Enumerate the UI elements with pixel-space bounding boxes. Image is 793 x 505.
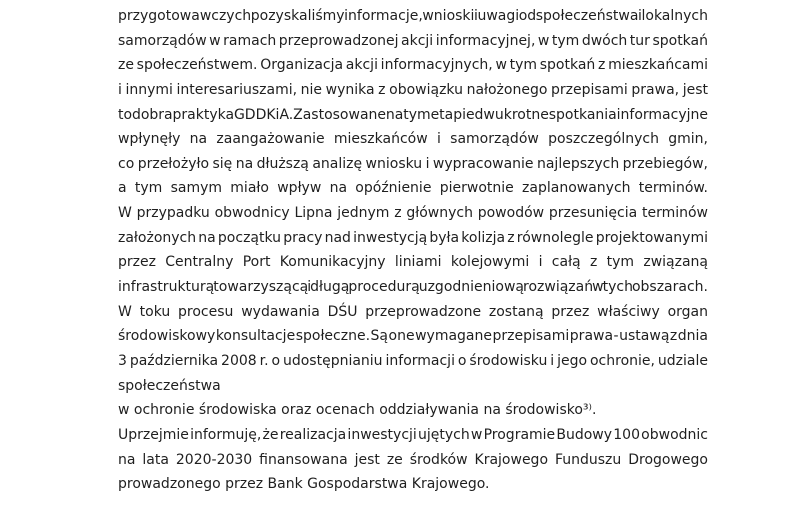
footnote-reference-line [118,398,708,423]
text-line [118,201,708,226]
text-line-content: W przypadku obwodnicy Lipna jednym z głównych powodów przesunięcia terminów [118,205,708,222]
text-line [118,152,708,177]
text-line-content: W toku procesu wydawania DŚU przeprowadzone zostaną przez właściwy organ [118,303,708,320]
text-line-content: Uprzejmie informuję, że realizacja inwestycji ujętych w Programie Budowy 100 obwodnic [118,426,708,443]
text-line [118,53,708,78]
text-line-content: społeczeństwa [118,377,221,394]
text-line-content: przygotowawczych pozyskaliśmy informacje, wnioski i uwagi od społeczeństwa i lokalnych [118,8,708,24]
paragraph-last-line [118,374,708,399]
text-line [118,349,708,374]
text-line [118,127,708,152]
text-line-content: na lata 2020-2030 finansowana jest ze środków Krajowego Funduszu Drogowego [118,451,708,468]
text-line [118,250,708,275]
text-line-content: prowadzonego przez Bank Gospodarstwa Krajowego. [118,476,490,493]
text-line [118,423,708,448]
text-line [118,103,708,128]
text-line [118,448,708,473]
text-line-content: co przełożyło się na dłuższą analizę wniosku i wypracowanie najlepszych przebiegów, [118,155,708,172]
text-line [118,226,708,251]
text-line-content: założonych na początku pracy nad inwestycją była kolizja z równolegle projektowanymi [118,229,708,246]
text-line-content: wpłynęły na zaangażowanie mieszkańców i samorządów poszczególnych gmin, [118,131,708,148]
body-text [118,4,708,497]
text-line [118,29,708,54]
text-line-content: a tym samym miało wpływ na opóźnienie pierwotnie zaplanowanych terminów. [118,180,708,197]
text-line-content: infrastrukturą towarzyszącą i długą procedurą uzgodnieniową rozwiązań w tych obszarach. [118,279,708,296]
text-line [118,4,708,29]
paragraph-last-line [118,472,708,497]
text-line-content: ze społeczeństwem. Organizacja akcji informacyjnych, w tym spotkań z mieszkańcami [118,57,708,74]
text-line [118,176,708,201]
text-line [118,324,708,349]
text-line [118,275,708,300]
text-line [118,300,708,325]
text-line-content: w ochronie środowiska oraz ocenach oddziaływania na środowisko³⁾. [118,402,597,419]
text-line-content: to dobra praktyka GDDKiA. Zastosowane na tym etapie dwukrotne spotkania informacyjne [118,106,708,123]
text-line-content: przez Centralny Port Komunikacyjny liniami kolejowymi i całą z tym związaną [118,254,708,271]
text-line-content: środowiskowy konsultacje społeczne. Są one wymagane przepisami prawa - ustawą z dnia [118,328,708,345]
text-line-content: samorządów w ramach przeprowadzonej akcji informacyjnej, w tym dwóch tur spotkań [118,32,708,49]
text-line [118,78,708,103]
text-line-content: i innymi interesariuszami, nie wynika z obowiązku nałożonego przepisami prawa, jest [118,81,708,98]
text-line-content: 3 października 2008 r. o udostępnianiu informacji o środowisku i jego ochronie, udziale [118,352,708,369]
